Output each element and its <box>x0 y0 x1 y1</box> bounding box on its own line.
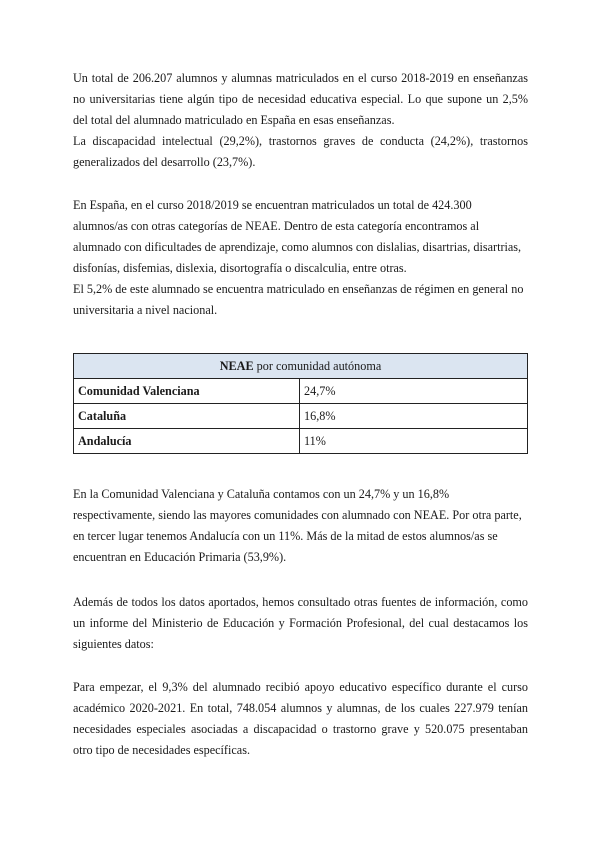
table-row <box>74 404 528 429</box>
table-header <box>74 354 528 379</box>
table-header-bold: NEAE <box>219 358 254 373</box>
document-page <box>73 68 528 761</box>
table-row <box>74 379 528 404</box>
table-cell-value: 11% <box>300 429 528 454</box>
table-cell-region: Comunidad Valenciana <box>74 379 300 404</box>
paragraph-students-total: Un total de 206.207 alumnos y alumnas matriculados en el curso 2018-2019 en enseñanzas no universitarias tiene algún tipo de necesidad educativa especial. Lo que supone un 2,5% del total del alumnado matriculado en España en esas enseñanzas. <box>73 71 528 127</box>
paragraph-other-sources: Además de todos los datos aportados, hemos consultado otras fuentes de información, como un informe del Ministerio de Educación y Formación Profesional, del cual destacamos los siguientes datos: <box>73 595 528 651</box>
table-row <box>74 429 528 454</box>
paragraph-disability-breakdown: La discapacidad intelectual (29,2%), trastornos graves de conducta (24,2%), trastornos generalizados del desarrollo (23,7%). <box>73 134 528 169</box>
table-cell-value: 24,7% <box>300 379 528 404</box>
neae-table <box>73 353 528 454</box>
table-cell-region: Andalucía <box>74 429 300 454</box>
paragraph-regions-summary: En la Comunidad Valenciana y Cataluña contamos con un 24,7% y un 16,8% respectivamente, siendo las mayores comunidades con alumnado con NEAE. Por otra parte, en tercer lugar tenemos Andalucía con un 11%. Más de la mitad de estos alumnos/as se encuentran en Educación Primaria (53,9%). <box>73 487 522 564</box>
table-header-row <box>74 354 528 379</box>
table-header-text: por comunidad autónoma <box>253 358 382 373</box>
table-cell-value: 16,8% <box>300 404 528 429</box>
table-cell-region: Cataluña <box>74 404 300 429</box>
paragraph-neae-spain: En España, en el curso 2018/2019 se encuentran matriculados un total de 424.300 alumnos/as con otras categorías de NEAE. Dentro de esta categoría encontramos al alumnado con dificultades de aprendizaje, como alumnos con dislalias, disartrias, disartrias, disfonías, disfemias, dislexia, disortografía o discalculia, entre otras. <box>73 198 522 275</box>
paragraph-ministry-data: Para empezar, el 9,3% del alumnado recibió apoyo educativo específico durante el curso académico 2020-2021. En total, 748.054 alumnos y alumnas, de los cuales 227.979 tenían necesidades especiales asociadas a discapacidad o trastorno grave y 520.075 presentaban otro tipo de necesidades específicas. <box>73 680 528 757</box>
paragraph-neae-percentage: El 5,2% de este alumnado se encuentra matriculado en enseñanzas de régimen en general no universitaria a nivel nacional. <box>73 282 524 317</box>
